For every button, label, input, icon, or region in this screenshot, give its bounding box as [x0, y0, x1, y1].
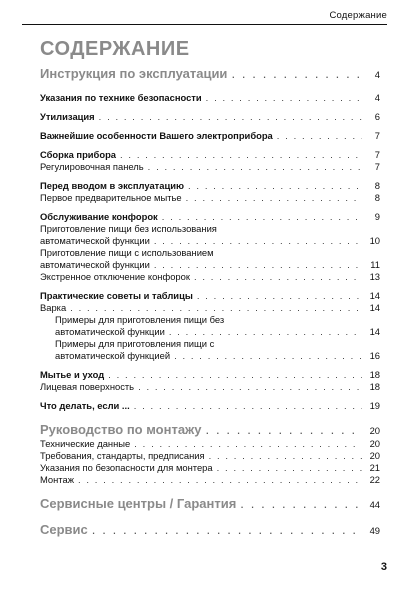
toc-entry-boiling[interactable]	[40, 302, 380, 314]
toc-leader-dots	[108, 369, 362, 381]
toc-entry-page: 16	[369, 350, 380, 361]
toc-entry-page: 11	[370, 259, 380, 270]
toc-leader-dots	[186, 192, 362, 204]
toc-entry-page: 8	[374, 180, 380, 191]
toc-entry-text: автоматической функции	[40, 235, 150, 246]
toc-leader-dots	[138, 381, 362, 393]
toc-entry-text: Регулировочная панель	[40, 161, 144, 172]
toc-entry-page: 14	[369, 302, 380, 313]
toc-leader-dots	[169, 326, 362, 338]
toc-entry-text: Примеры для приготовления пищи с	[55, 338, 215, 349]
toc-entry-text: Требования, стандарты, предписания	[40, 450, 205, 461]
toc-entry-text: Сервисные центры / Гарантия	[40, 496, 237, 511]
toc-leader-dots	[120, 149, 362, 161]
toc-entry-page: 20	[369, 438, 380, 449]
toc-entry-text: Утилизация	[40, 111, 95, 122]
toc-entry-page: 49	[369, 525, 380, 536]
toc-entry-text: Примеры для приготовления пищи без	[55, 314, 225, 325]
toc-entry-page: 20	[369, 450, 380, 461]
toc-entry-text: автоматической функции	[40, 259, 150, 270]
toc-entry-text: Руководство по монтажу	[40, 422, 202, 437]
toc-entry-text: Сервис	[40, 522, 88, 537]
toc-entry-page: 21	[369, 462, 380, 473]
toc-section-features[interactable]	[40, 130, 380, 142]
toc-entry-page: 10	[369, 235, 380, 246]
toc-section-cleaning[interactable]	[40, 369, 380, 381]
toc-leader-dots	[209, 450, 362, 462]
toc-entry-page: 6	[374, 111, 380, 122]
toc-leader-dots	[174, 350, 362, 362]
toc-leader-dots	[206, 92, 362, 104]
toc-leader-dots	[148, 161, 362, 173]
toc-leader-dots	[134, 438, 362, 450]
toc-entry-text: Монтаж	[40, 474, 74, 485]
toc-entry-text: Перед вводом в эксплуатацию	[40, 180, 185, 191]
toc-entry-cooking-with-auto-line1[interactable]	[40, 247, 380, 259]
toc-entry-installer-safety[interactable]	[40, 462, 380, 474]
toc-section-safety[interactable]	[40, 92, 380, 104]
toc-entry-examples-with-line2[interactable]	[40, 350, 380, 362]
toc-entry-requirements[interactable]	[40, 450, 380, 462]
toc-part-service-centers[interactable]	[40, 496, 380, 512]
toc-entry-text: Первое предварительное мытье	[40, 192, 182, 203]
toc-entry-examples-without-line1[interactable]	[40, 314, 380, 326]
toc-entry-text: Указания по технике безопасности	[40, 92, 202, 103]
toc-entry-page: 22	[369, 474, 380, 485]
toc-section-tips[interactable]	[40, 290, 380, 302]
running-header-title: Содержание	[329, 10, 387, 21]
toc-entry-text: Инструкция по эксплуатации	[40, 66, 228, 81]
toc-leader-dots	[134, 400, 362, 412]
toc-entry-page: 13	[369, 271, 380, 282]
toc-entry-page: 7	[374, 130, 380, 141]
toc-section-before-use[interactable]	[40, 180, 380, 192]
toc-entry-cooking-without-auto-line2[interactable]	[40, 235, 380, 247]
toc-leader-dots	[78, 474, 362, 486]
toc-leader-dots	[206, 422, 362, 438]
toc-leader-dots	[99, 111, 362, 123]
toc-leader-dots	[197, 290, 362, 302]
running-header	[22, 10, 387, 25]
page-title: СОДЕРЖАНИЕ	[40, 38, 190, 60]
toc-entry-text: автоматической функцией	[55, 350, 171, 361]
toc-entry-text: автоматической функции	[55, 326, 165, 337]
toc-entry-text: Экстренное отключение конфорок	[40, 271, 190, 282]
toc-leader-dots	[70, 302, 362, 314]
toc-entry-page: 8	[374, 192, 380, 203]
toc-leader-dots	[231, 66, 362, 82]
toc-leader-dots	[217, 462, 362, 474]
toc-entry-page: 20	[369, 425, 380, 436]
toc-entry-page: 7	[374, 161, 380, 172]
toc-leader-dots	[277, 130, 362, 142]
toc-entry-technical-data[interactable]	[40, 438, 380, 450]
toc-entry-page: 4	[374, 69, 380, 80]
toc-entry-page: 14	[369, 326, 380, 337]
toc-entry-page: 18	[369, 381, 380, 392]
toc-section-troubleshooting[interactable]	[40, 400, 380, 412]
page-number: 3	[380, 561, 387, 573]
toc-entry-control-panel[interactable]	[40, 161, 380, 173]
toc-section-disposal[interactable]	[40, 111, 380, 123]
toc-leader-dots	[240, 496, 362, 512]
toc-entry-mounting[interactable]	[40, 474, 380, 486]
toc-leader-dots	[194, 271, 362, 283]
toc-part-service[interactable]	[40, 522, 380, 538]
toc-entry-examples-with-line1[interactable]	[40, 338, 380, 350]
toc-entry-text: Варка	[40, 302, 67, 313]
toc-entry-page: 9	[374, 211, 380, 222]
toc-entry-text: Важнейшие особенности Вашего электроприбора	[40, 130, 273, 141]
toc-entry-text: Лицевая поверхность	[40, 381, 135, 392]
toc-entry-text: Сборка прибора	[40, 149, 117, 160]
toc-entry-text: Технические данные	[40, 438, 131, 449]
toc-entry-front-surface[interactable]	[40, 381, 380, 393]
toc-leader-dots	[92, 522, 362, 538]
toc-section-assembly[interactable]	[40, 149, 380, 161]
toc-entry-cooking-without-auto-line1[interactable]	[40, 223, 380, 235]
toc-leader-dots	[188, 180, 362, 192]
toc-entry-text: Практические советы и таблицы	[40, 290, 193, 301]
toc-entry-text: Что делать, если ...	[40, 400, 130, 411]
toc-entry-cooking-with-auto-line2[interactable]	[40, 259, 380, 271]
toc-entry-text: Приготовление пищи без использования	[40, 223, 217, 234]
toc-entry-first-cleaning[interactable]	[40, 192, 380, 204]
toc-leader-dots	[154, 235, 362, 247]
toc-entry-text: Указания по безопасности для монтера	[40, 462, 213, 473]
toc-entry-text: Мытье и уход	[40, 369, 105, 380]
table-of-contents	[40, 66, 380, 538]
toc-entry-emergency-off[interactable]	[40, 271, 380, 283]
toc-entry-page: 14	[369, 290, 380, 301]
toc-leader-dots	[162, 211, 362, 223]
toc-part-installation[interactable]	[40, 422, 380, 438]
toc-entry-text: Приготовление пищи с использованием	[40, 247, 214, 258]
toc-entry-page: 44	[369, 499, 380, 510]
toc-entry-page: 19	[369, 400, 380, 411]
toc-section-hotplates[interactable]	[40, 211, 380, 223]
toc-leader-dots	[154, 259, 362, 271]
toc-entry-text: Обслуживание конфорок	[40, 211, 158, 222]
toc-part-operation[interactable]	[40, 66, 380, 82]
toc-entry-page: 18	[369, 369, 380, 380]
toc-entry-page: 4	[374, 92, 380, 103]
toc-entry-examples-without-line2[interactable]	[40, 326, 380, 338]
toc-entry-page: 7	[374, 149, 380, 160]
